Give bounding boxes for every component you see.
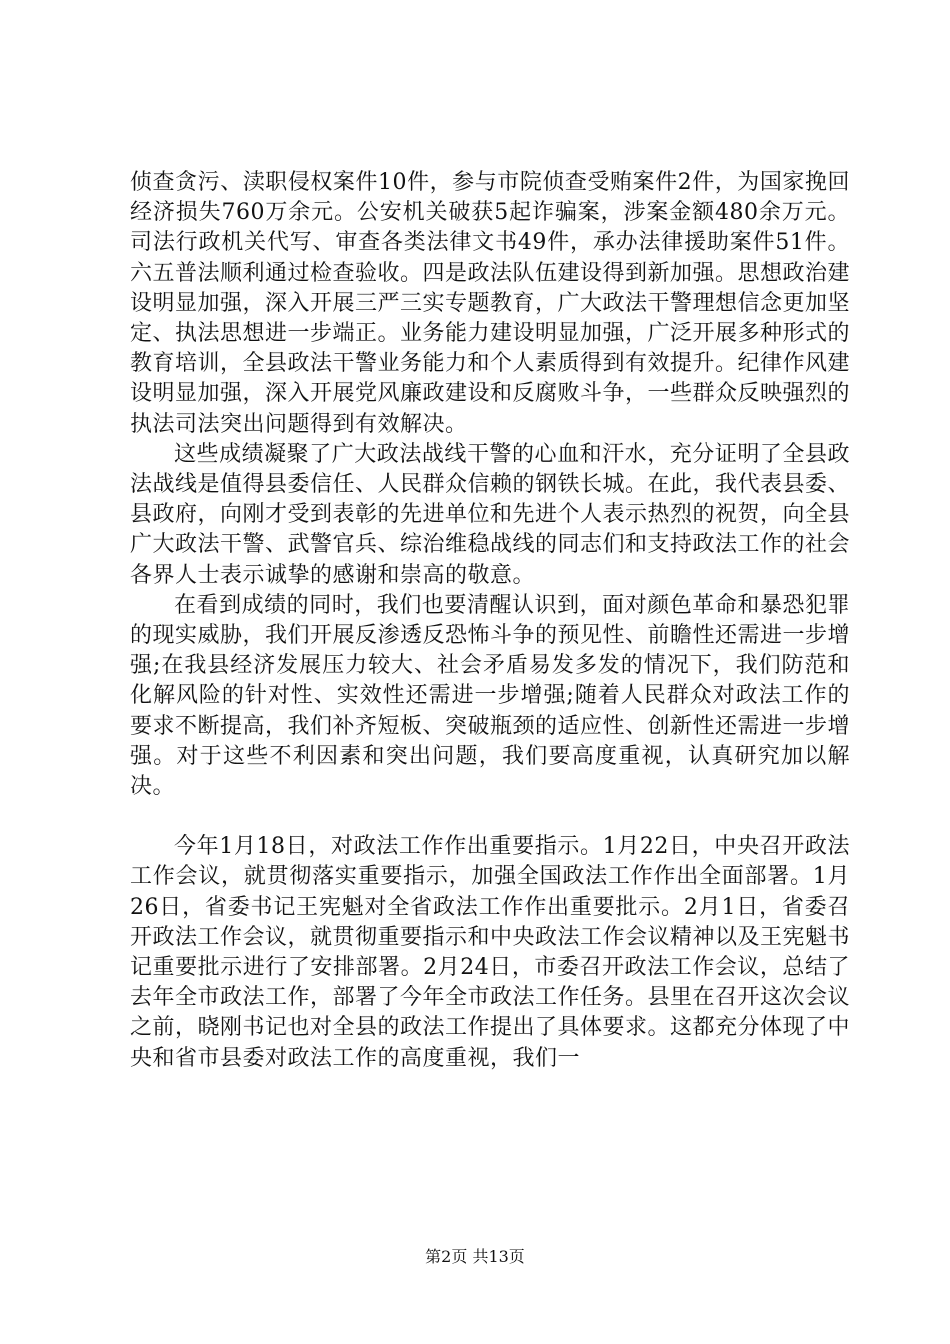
paragraph-2: 这些成绩凝聚了广大政法战线干警的心血和汗水，充分证明了全县政法战线是值得县委信任、人民群众信赖的钢铁长城。在此，我代表县委、县政府，向刚才受到表彰的先进单位和先进个人表示热烈的祝贺，向全县广大政法干警、武警官兵、综治维稳战线的同志们和支持政法工作的社会各界人士表示诚挚的感谢和崇高的敬意。 xyxy=(130,441,851,588)
paragraph-1: 侦查贪污、渎职侵权案件10件，参与市院侦查受贿案件2件，为国家挽回经济损失760万余元。公安机关破获5起诈骗案，涉案金额480余万元。司法行政机关代写、审查各类法律文书49件，承办法律援助案件51件。六五普法顺利通过检查验收。四是政法队伍建设得到新加强。思想政治建设明显加强，深入开展三严三实专题教育，广大政法干警理想信念更加坚定、执法思想进一步端正。业务能力建设明显加强，广泛开展多种形式的教育培训，全县政法干警业务能力和个人素质得到有效提升。纪律作风建设明显加强，深入开展党风廉政建设和反腐败斗争，一些群众反映强烈的执法司法突出问题得到有效解决。 xyxy=(130,170,851,437)
paragraph-3: 在看到成绩的同时，我们也要清醒认识到，面对颜色革命和暴恐犯罪的现实威胁，我们开展反渗透反恐怖斗争的预见性、前瞻性还需进一步增强;在我县经济发展压力较大、社会矛盾易发多发的情况下，我们防范和化解风险的针对性、实效性还需进一步增强;随着人民群众对政法工作的要求不断提高，我们补齐短板、突破瓶颈的适应性、创新性还需进一步增强。对于这些不利因素和突出问题，我们要高度重视，认真研究加以解决。 xyxy=(130,592,851,800)
paragraph-4: 今年1月18日，对政法工作作出重要指示。1月22日，中央召开政法工作会议，就贯彻落实重要指示，加强全国政法工作作出全面部署。1月26日，省委书记王宪魁对全省政法工作作出重要批示。2月1日，省委召开政法工作会议，就贯彻重要指示和中央政法工作会议精神以及王宪魁书记重要批示进行了安排部署。2月24日，市委召开政法工作会议，总结了去年全市政法工作，部署了今年全市政法工作任务。县里在召开这次会议之前，晓刚书记也对全县的政法工作提出了具体要求。这都充分体现了中央和省市县委对政法工作的高度重视，我们一 xyxy=(130,834,851,1071)
page-number: 第2页 共13页 xyxy=(425,1247,525,1266)
document-body xyxy=(130,168,850,1074)
